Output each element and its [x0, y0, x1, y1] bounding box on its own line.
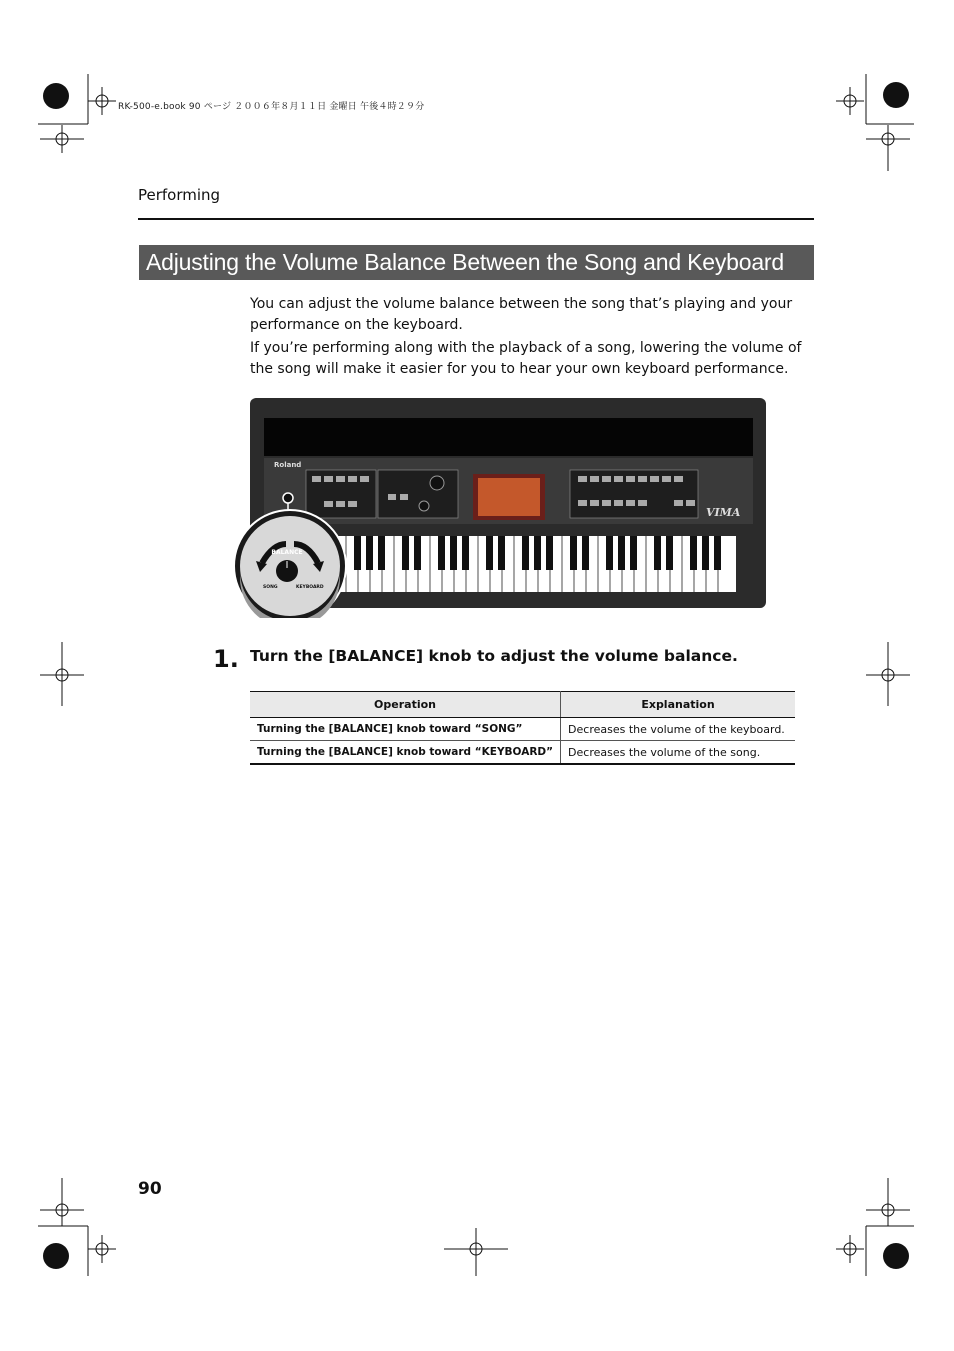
brand-logo: Roland	[274, 461, 302, 469]
keyboard-illustration	[228, 396, 773, 618]
page-title: Adjusting the Volume Balance Between the Song and Keyboard	[139, 245, 814, 280]
keyboard-side-label: KEYBOARD	[296, 585, 324, 590]
operation-cell: Turning the [BALANCE] knob toward “SONG”	[250, 718, 561, 741]
model-logo: VIMA	[706, 506, 741, 519]
col-header-operation: Operation	[250, 692, 561, 718]
file-info-header: RK-500-e.book 90 ページ ２００６年８月１１日 金曜日 午後４時２９分	[118, 102, 425, 112]
explanation-cell: Decreases the volume of the keyboard.	[561, 718, 795, 741]
step-instruction: Turn the [BALANCE] knob to adjust the volume balance.	[250, 647, 738, 665]
intro-paragraph-2: If you’re performing along with the playback of a song, lowering the volume of the song will make it easier for you to hear your own keyboard performance.	[250, 340, 802, 377]
song-side-label: SONG	[263, 585, 278, 590]
step-number: 1.	[213, 645, 239, 673]
table-row	[250, 741, 795, 765]
page-number: 90	[138, 1179, 162, 1199]
section-divider	[138, 218, 814, 220]
operation-table	[250, 691, 795, 765]
col-header-explanation: Explanation	[561, 692, 795, 718]
explanation-cell: Decreases the volume of the song.	[561, 741, 795, 765]
table-row	[250, 718, 795, 741]
intro-paragraph-1: You can adjust the volume balance between the song that’s playing and your performance on the keyboard.	[250, 296, 793, 333]
section-name: Performing	[138, 186, 221, 204]
balance-knob-label: BALANCE	[271, 549, 303, 556]
operation-cell: Turning the [BALANCE] knob toward “KEYBOARD”	[250, 741, 561, 765]
